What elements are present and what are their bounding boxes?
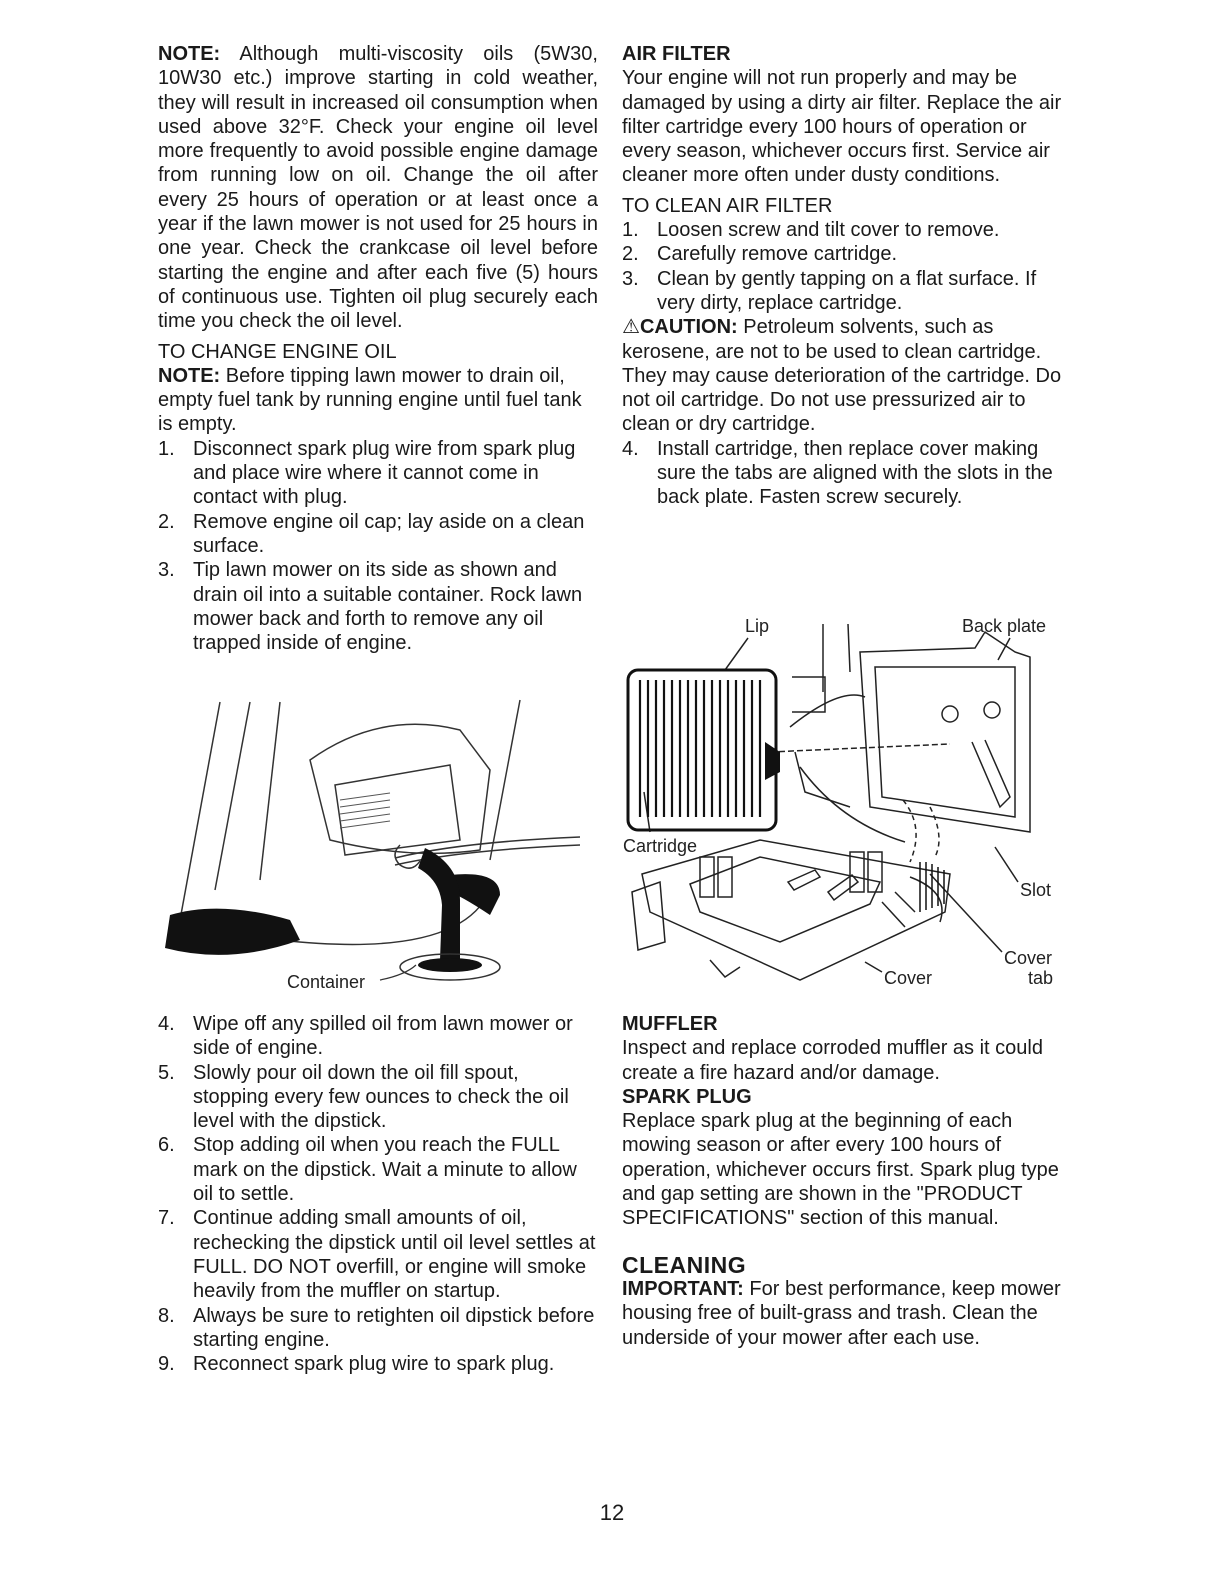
step-text: Wipe off any spilled oil from lawn mower or side of engine. [193, 1013, 573, 1060]
muffler-text: Inspect and replace corroded muffler as it could create a fire hazard and/or damage. [622, 1037, 1043, 1084]
list-item [158, 558, 598, 655]
caution-paragraph [622, 315, 1067, 436]
left-column [158, 42, 598, 655]
step-text: Carefully remove cartridge. [657, 243, 898, 266]
drain-note [158, 364, 598, 437]
cover-tab-label-1: Cover [1004, 948, 1053, 968]
oil-note [158, 42, 598, 334]
caution-text: Petroleum solvents, such as kerosene, are not to be used to clean cartridge. They may cause deterioration of the cartridge. Do not oil cartridge. Do not use pressurized air to clean or dry cartridge. [622, 316, 1062, 436]
air-filter-steps-continued [622, 437, 1067, 510]
list-item [158, 1061, 598, 1134]
page-number: 12 [599, 1500, 625, 1525]
list-item [622, 267, 1067, 316]
back-plate-label: Back plate [962, 616, 1047, 636]
right-column [622, 42, 1067, 510]
step-number: 2. [622, 243, 639, 266]
caution-label: CAUTION: [639, 316, 738, 339]
step-number: 3. [158, 559, 175, 582]
step-text: Stop adding oil when you reach the FULL mark on the dipstick. Wait a minute to allow oil to settle. [193, 1134, 577, 1206]
air-filter-steps [622, 218, 1067, 315]
air-filter-heading: AIR FILTER [622, 43, 731, 65]
spark-plug-text: Replace spark plug at the beginning of each mowing season or after every 100 hours of operation, whichever occurs first. Spark plug type and gap setting are shown in the "PRODUCT SPECIFICATIONS" section of this manual. [622, 1110, 1059, 1230]
list-item [158, 1304, 598, 1353]
list-item [158, 1133, 598, 1206]
muffler-heading: MUFFLER [622, 1013, 718, 1035]
air-filter-illustration [620, 612, 1065, 1002]
step-text: Install cartridge, then replace cover making sure the tabs are aligned with the slots in the back plate. Fasten screw securely. [657, 437, 1053, 509]
step-number: 6. [158, 1134, 175, 1157]
oil-drain-illustration [160, 690, 600, 1000]
step-number: 4. [158, 1013, 175, 1035]
list-item [622, 242, 1067, 266]
step-text: Tip lawn mower on its side as shown and drain oil into a suitable container. Rock lawn mower back and forth to remove any oil trapped inside of engine. [193, 559, 583, 655]
lip-label: Lip [745, 616, 770, 636]
cover-tab-label-2: tab [1028, 968, 1054, 988]
note-text: Although multi-viscosity oils (5W30, 10W30 etc.) improve starting in cold weather, they will result in increased oil consumption when used above 32°F. Check your engine oil level more frequently to avoid possible engine damage from running low on oil. Change the oil after every 25 hours of operation or at least once a year if the lawn mower is not used for 25 hours in one year. Check the crankcase oil level before starting the engine and after each five (5) hours of continuous use. Tighten oil plug securely each time you check the oil level. [158, 43, 598, 333]
oil-steps-list-continued [158, 1012, 598, 1376]
step-number: 4. [622, 437, 639, 460]
list-item [158, 1352, 598, 1376]
spark-plug-heading: SPARK PLUG [622, 1085, 752, 1108]
step-text: Always be sure to retighten oil dipstick before starting engine. [193, 1304, 595, 1351]
step-number: 1. [158, 437, 175, 460]
important-text: For best performance, keep mower housing free of built-grass and trash. Clean the underside of your mower after each use. [622, 1277, 1061, 1349]
container-label: Container [287, 972, 366, 992]
cover-label: Cover [884, 968, 933, 988]
list-item [158, 437, 598, 510]
step-text: Reconnect spark plug wire to spark plug. [193, 1353, 555, 1376]
step-text: Slowly pour oil down the oil fill spout, stopping every few ounces to check the oil level with the dipstick. [193, 1061, 569, 1133]
right-column-lower [622, 1012, 1067, 1350]
note-label: NOTE: [158, 364, 221, 387]
step-number: 2. [158, 510, 175, 533]
warning-triangle-icon: ⚠ [622, 316, 640, 339]
cleaning-heading: CLEANING [622, 1251, 747, 1278]
step-text: Continue adding small amounts of oil, rechecking the dipstick until oil level settles at FULL. DO NOT overfill, or engine will smoke heavily from the muffler on startup. [193, 1207, 596, 1303]
important-label: IMPORTANT: [622, 1277, 744, 1300]
air-filter-text: Your engine will not run properly and may be damaged by using a dirty air filter. Replace the air filter cartridge every 100 hours of operation or every season, whichever occurs first. Service air cleaner more often under dusty conditions. [622, 67, 1062, 187]
note-label: NOTE: [158, 43, 221, 65]
slot-label: Slot [1020, 880, 1052, 900]
change-oil-heading: TO CHANGE ENGINE OIL [158, 340, 397, 363]
list-item [158, 510, 598, 559]
step-number: 1. [622, 219, 639, 242]
note-text: Before tipping lawn mower to drain oil, empty fuel tank by running engine until fuel tank is empty. [158, 364, 582, 436]
cartridge-label: Cartridge [623, 836, 698, 856]
cleaning-paragraph [622, 1277, 1067, 1350]
clean-air-filter-heading: TO CLEAN AIR FILTER [622, 194, 833, 217]
left-column-lower [158, 1012, 598, 1376]
list-item [622, 437, 1067, 510]
list-item [158, 1206, 598, 1303]
step-number: 7. [158, 1207, 175, 1230]
step-number: 8. [158, 1304, 175, 1327]
step-number: 5. [158, 1061, 175, 1084]
step-number: 3. [622, 267, 639, 290]
list-item [622, 218, 1067, 242]
step-text: Loosen screw and tilt cover to remove. [657, 219, 1000, 242]
oil-steps-list [158, 437, 598, 656]
step-text: Remove engine oil cap; lay aside on a clean surface. [193, 510, 585, 557]
step-text: Clean by gently tapping on a flat surface. If very dirty, replace cartridge. [657, 267, 1037, 314]
step-number: 9. [158, 1353, 175, 1376]
list-item [158, 1012, 598, 1061]
step-text: Disconnect spark plug wire from spark plug and place wire where it cannot come in contact with plug. [193, 437, 576, 509]
